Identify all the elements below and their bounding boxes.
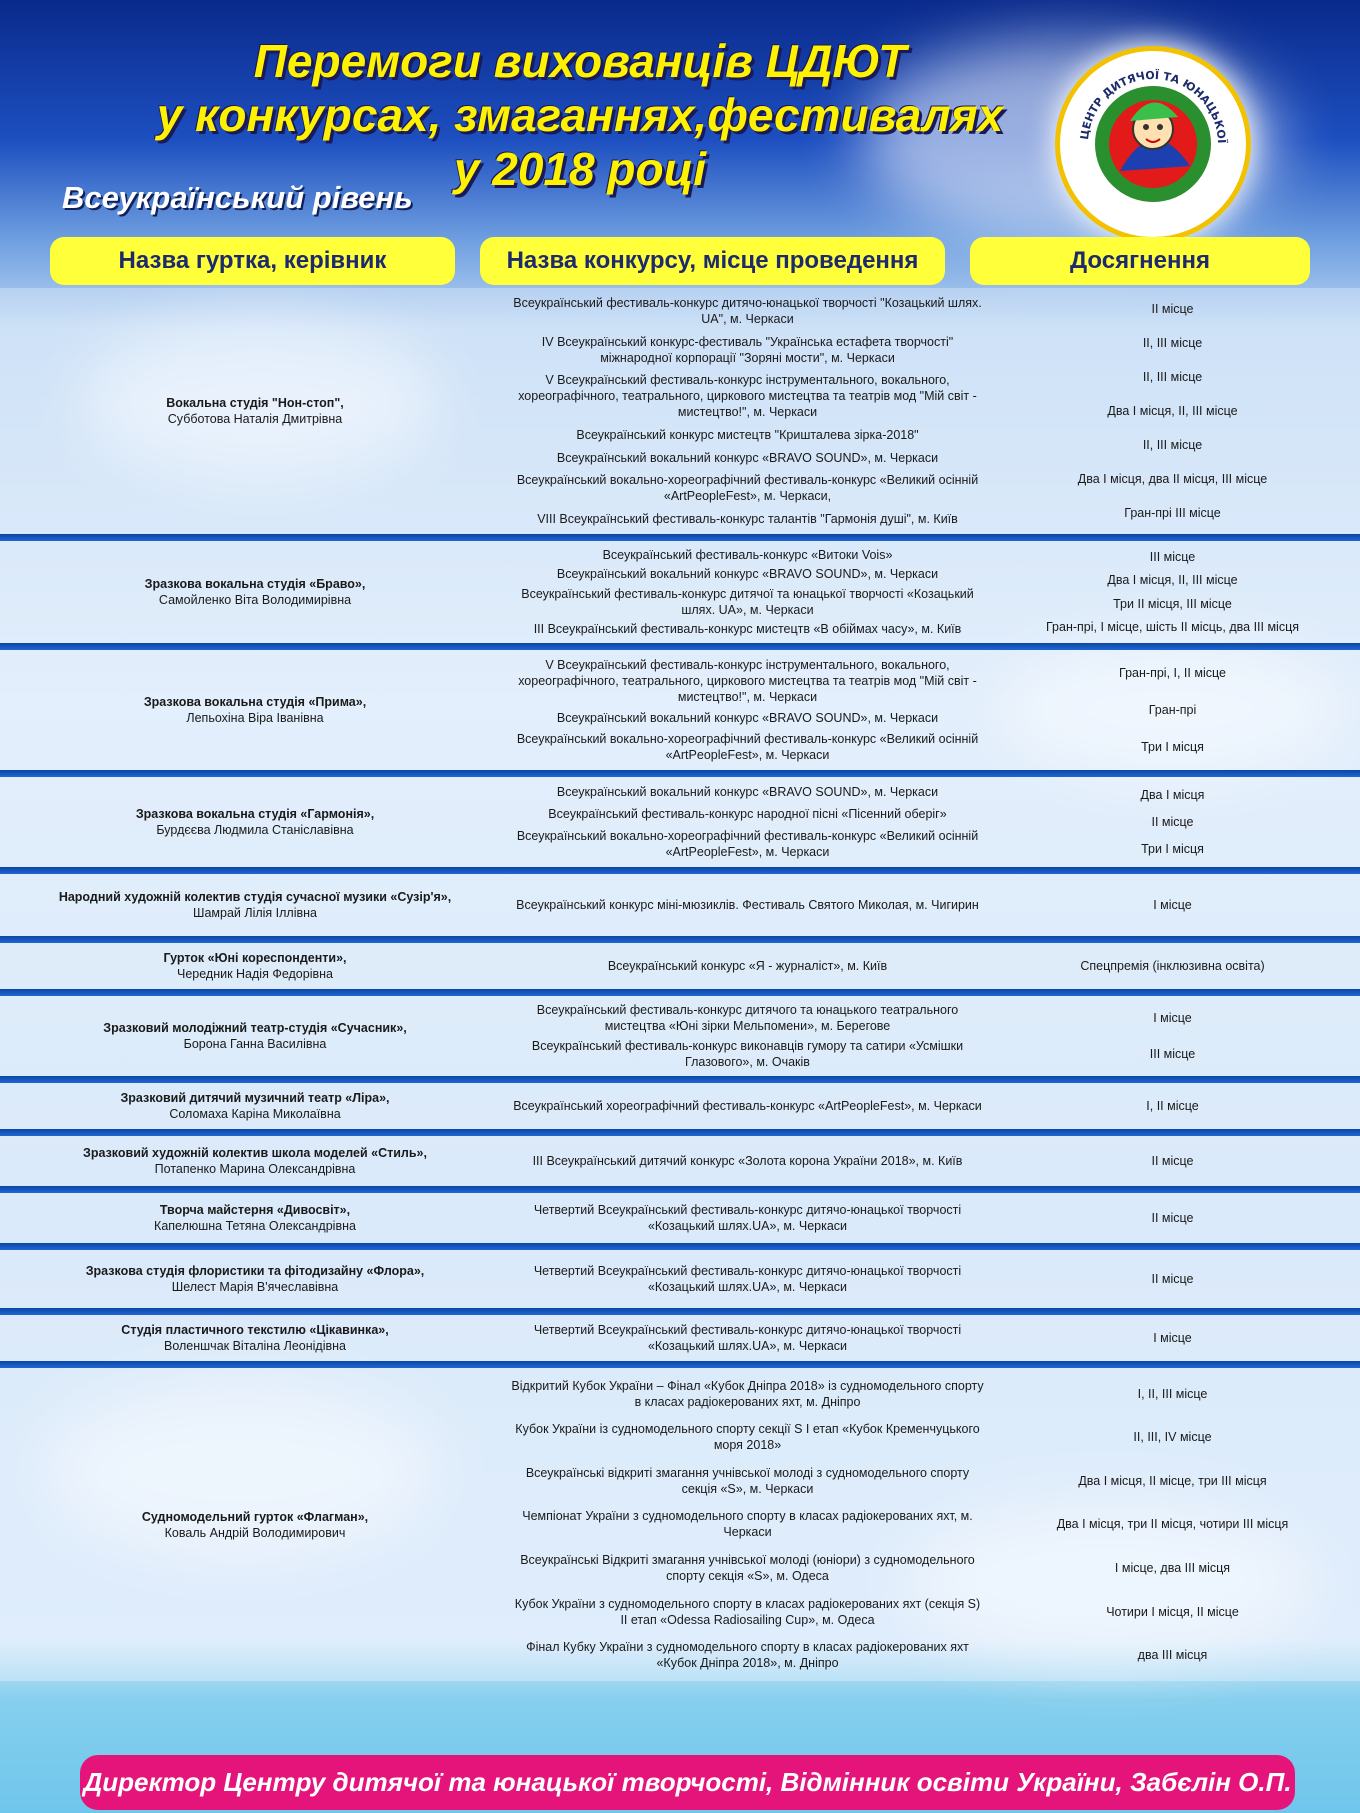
contest-item: Всеукраїнський фестиваль-конкурс дитячо-юнацької творчості "Козацький шлях. UA", м. Черкаси (513, 296, 982, 327)
achievement-cell (985, 1250, 1360, 1308)
club-cell (0, 1315, 510, 1361)
logo-emblem (1060, 51, 1246, 237)
achievement-item: I місце, два III місця (1114, 1561, 1231, 1576)
contest-item: Четвертий Всеукраїнський фестиваль-конкурс дитячо-юнацької творчості «Козацький шлях.UA», м. Черкаси (533, 1323, 962, 1353)
achievement-cell (985, 288, 1360, 534)
club-name: Гурток «Юні кореспонденти», (163, 951, 347, 965)
achievement-item: Гран-прі (1148, 702, 1197, 717)
contest-cell (510, 1136, 985, 1186)
table-row (0, 1250, 1360, 1308)
table-row (0, 1136, 1360, 1186)
achievement-item: I місце (1153, 898, 1192, 912)
contest-item: IV Всеукраїнський конкурс-фестиваль "Українська естафета творчості" міжнародної корпорації "Зоряні мости", м. Черкаси (541, 334, 954, 365)
row-divider (0, 936, 1360, 943)
club-cell (0, 1136, 510, 1186)
contest-item: Всеукраїнський фестиваль-конкурс дитячої та юнацької творчості «Козацький шлях. UA», м. Черкаси (521, 586, 974, 617)
contest-item: Всеукраїнський вокальний конкурс «BRAVO SOUND», м. Черкаси (556, 710, 939, 725)
club-name: Зразкова вокальна студія «Гармонія», (135, 807, 375, 821)
table-row (0, 943, 1360, 989)
achievement-cell (985, 996, 1360, 1076)
achievement-item: II, III, IV місце (1133, 1430, 1212, 1445)
contest-item: Фінал Кубку України з судномодельного спорту в класах радіокерованих яхт «Кубок Дніпра 2018», м. Дніпро (526, 1640, 969, 1671)
contest-cell (510, 1315, 985, 1361)
contest-item: Чемпіонат України з судномодельного спорту в класах радіокерованих яхт, м. Черкаси (522, 1509, 973, 1540)
club-name: Зразковий дитячий музичний театр «Ліра», (120, 1091, 390, 1105)
achievement-cell (985, 1315, 1360, 1361)
club-leader: Воленшчак Віталіна Леонідівна (163, 1339, 346, 1353)
contest-item: Всеукраїнський фестиваль-конкурс «Витоки Vois» (602, 547, 893, 562)
achievement-cell (985, 1193, 1360, 1243)
contest-item: Кубок України з судномодельного спорту в класах радіокерованих яхт (секція S) II етап «Odessa Radiosailing Cup», м. Одеса (514, 1596, 981, 1627)
club-leader: Коваль Андрій Володимирович (164, 1525, 346, 1540)
table-row (0, 1193, 1360, 1243)
row-divider (0, 989, 1360, 996)
achievement-item: I місце (1153, 1331, 1192, 1345)
contest-cell (510, 874, 985, 936)
club-name: Творча майстерня «Дивосвіт», (159, 1203, 351, 1217)
club-leader: Субботова Наталія Дмитрівна (167, 412, 343, 426)
row-divider (0, 1186, 1360, 1193)
club-cell (0, 541, 510, 643)
contest-item: Всеукраїнський фестиваль-конкурс народної пісні «Пісенний оберіг» (548, 807, 947, 821)
club-cell (0, 777, 510, 867)
club-leader: Бурдєєва Людмила Станіславівна (156, 823, 354, 837)
club-cell (0, 288, 510, 534)
row-divider (0, 770, 1360, 777)
row-divider (0, 1129, 1360, 1136)
achievement-item: Гран-прі, I, II місце (1119, 665, 1226, 680)
achievement-item: Два I місця, II, III місце (1107, 404, 1238, 418)
club-cell (0, 996, 510, 1076)
achievement-cell (985, 943, 1360, 989)
row-divider (0, 1076, 1360, 1083)
table-row (0, 1315, 1360, 1361)
achievement-item: два III місця (1137, 1648, 1208, 1663)
contest-item: Четвертий Всеукраїнський фестиваль-конкурс дитячо-юнацької творчості «Козацький шлях.UA», м. Черкаси (533, 1203, 962, 1233)
achievement-cell (985, 777, 1360, 867)
club-cell (0, 650, 510, 770)
row-divider (0, 534, 1360, 541)
column-header-achievement: Досягнення (970, 237, 1310, 285)
club-leader: Потапенко Марина Олександрівна (154, 1162, 356, 1176)
contest-item: Всеукраїнський вокальний конкурс «BRAVO SOUND», м. Черкаси (556, 450, 939, 465)
achievement-item: Два I місця (1140, 787, 1205, 802)
achievement-item: Гран-прі III місце (1124, 506, 1221, 520)
table-row (0, 777, 1360, 867)
club-name: Студія пластичного текстилю «Цікавинка», (121, 1323, 389, 1337)
achievement-item: II, III місце (1142, 438, 1203, 452)
title-line-3: у 2018 році (453, 143, 707, 195)
contest-item: VIII Всеукраїнський фестиваль-конкурс талантів "Гармонія душі", м. Київ (537, 511, 958, 526)
club-name: Вокальна студія "Нон-стоп", (166, 396, 344, 410)
contest-item: Всеукраїнський хореографічний фестиваль-конкурс «ArtPeopleFest», м. Черкаси (513, 1099, 982, 1113)
contest-cell (510, 288, 985, 534)
contest-item: Всеукраїнський конкурс міні-мюзиклів. Фестиваль Святого Миколая, м. Чигирин (516, 898, 979, 912)
achievement-item: II місце (1151, 1272, 1194, 1286)
club-leader: Шелест Марія В'ячеславівна (171, 1280, 339, 1294)
contest-item: Всеукраїнський фестиваль-конкурс дитячого та юнацького театрального мистецтва «Юні зірки Мельпомени», м. Берегове (536, 1003, 959, 1033)
achievement-item: II місце (1151, 1211, 1194, 1225)
achievement-cell (985, 1136, 1360, 1186)
achievement-cell (985, 1083, 1360, 1129)
table-row (0, 288, 1360, 534)
contest-item: Всеукраїнський конкурс «Я - журналіст», м. Київ (607, 959, 888, 973)
cdyut-logo (1055, 46, 1251, 242)
contest-item: Всеукраїнський фестиваль-конкурс виконавців гумору та сатири «Усмішки Глазового», м. Очаків (531, 1039, 964, 1069)
achievement-cell (985, 1368, 1360, 1681)
achievement-item: Чотири I місця, II місце (1106, 1604, 1239, 1619)
club-leader: Капелюшна Тетяна Олександрівна (154, 1219, 356, 1233)
footer-banner: Директор Центру дитячої та юнацької творчості, Відмінник освіти України, Забєлін О.П. (80, 1755, 1295, 1810)
level-heading: Всеукраїнський рівень (62, 180, 413, 215)
title-line-1: Перемоги вихованців ЦДЮТ (253, 35, 907, 87)
row-divider (0, 1361, 1360, 1368)
achievement-item: Три I місця (1141, 740, 1204, 755)
contest-cell (510, 541, 985, 643)
achievement-item: I, II місце (1146, 1099, 1199, 1113)
contest-cell (510, 1083, 985, 1129)
achievement-item: II місце (1151, 302, 1194, 316)
club-name: Зразковий молодіжний театр-студія «Сучасник», (103, 1021, 407, 1035)
achievement-item: III місце (1149, 549, 1196, 564)
column-header-contest: Назва конкурсу, місце проведення (480, 237, 945, 285)
contest-cell (510, 1250, 985, 1308)
achievement-cell (985, 650, 1360, 770)
svg-text:ЦЕНТР ДИТЯЧОЇ ТА ЮНАЦЬКОЇ ТВОР: ЦЕНТР ДИТЯЧОЇ ТА ЮНАЦЬКОЇ (1078, 68, 1229, 144)
row-divider (0, 1308, 1360, 1315)
achievement-item: Три I місця (1141, 842, 1204, 857)
achievement-item: Два I місця, II, III місце (1107, 573, 1238, 588)
contest-item: Всеукраїнський вокальний конкурс «BRAVO SOUND», м. Черкаси (556, 567, 939, 582)
row-divider (0, 867, 1360, 874)
achievement-item: II, III місце (1142, 370, 1203, 384)
contest-cell (510, 777, 985, 867)
club-name: Зразкова вокальна студія «Прима», (143, 695, 367, 709)
club-leader: Соломаха Каріна Миколаївна (169, 1107, 341, 1121)
club-name: Судномодельний гурток «Флагман», (141, 1509, 369, 1524)
club-name: Народний художній колектив студія сучасної музики «Сузір'я», (58, 890, 452, 904)
contest-item: Всеукраїнський конкурс мистецтв "Кришталева зірка-2018" (576, 427, 919, 442)
contest-item: III Всеукраїнський фестиваль-конкурс мистецтв «В обіймах часу», м. Київ (533, 622, 962, 637)
achievement-item: Два I місця, три II місця, чотири III місця (1056, 1517, 1289, 1532)
row-divider (0, 643, 1360, 650)
contest-item: Четвертий Всеукраїнський фестиваль-конкурс дитячо-юнацької творчості «Козацький шлях.UA», м. Черкаси (533, 1264, 962, 1294)
club-cell (0, 1250, 510, 1308)
contest-item: V Всеукраїнський фестиваль-конкурс інструментального, вокального, хореографічного, театрального, циркового мистецтва та театрів мод "Мій світ - мистецтво!", м. Черкаси (518, 373, 977, 420)
table-row (0, 874, 1360, 936)
table-row (0, 650, 1360, 770)
achievement-item: Спецпремія (інклюзивна освіта) (1080, 959, 1265, 973)
table-row (0, 541, 1360, 643)
club-leader: Лепьохіна Віра Іванівна (186, 711, 324, 725)
contest-cell (510, 650, 985, 770)
club-name: Зразкова студія флористики та фітодизайну «Флора», (85, 1264, 425, 1278)
club-name: Зразковий художній колектив школа моделей «Стиль», (83, 1146, 427, 1160)
club-leader: Борона Ганна Василівна (183, 1037, 327, 1051)
achievement-item: III місце (1149, 1047, 1196, 1061)
contest-cell (510, 1193, 985, 1243)
contest-item: Всеукраїнський вокально-хореографічний фестиваль-конкурс «Великий осінній «ArtPeopleFest», м. Черкаси, (516, 473, 979, 504)
achievement-item: Два I місця, II місце, три III місця (1078, 1473, 1267, 1488)
title-line-2: у конкурсах, змаганнях,фестивалях (156, 89, 1004, 141)
table-row (0, 1368, 1360, 1681)
contest-cell (510, 943, 985, 989)
achievement-cell (985, 541, 1360, 643)
contest-item: Кубок України із судномодельного спорту секції S I етап «Кубок Кременчуцького моря 2018» (515, 1422, 980, 1453)
achievement-item: II місце (1151, 1154, 1194, 1168)
contest-item: Всеукраїнський вокально-хореографічний фестиваль-конкурс «Великий осінній «ArtPeopleFest», м. Черкаси (516, 829, 979, 859)
contest-item: Всеукраїнський вокально-хореографічний фестиваль-конкурс «Великий осінній «ArtPeopleFest», м. Черкаси (516, 732, 979, 763)
club-cell (0, 1083, 510, 1129)
achievement-item: II, III місце (1142, 336, 1203, 350)
column-header-club: Назва гуртка, керівник (50, 237, 455, 285)
club-cell (0, 1368, 510, 1681)
achievement-item: Три II місця, III місце (1113, 596, 1232, 611)
club-cell (0, 874, 510, 936)
achievement-item: II місце (1151, 814, 1194, 829)
contest-cell (510, 996, 985, 1076)
achievement-item: I місце (1153, 1011, 1192, 1025)
achievement-item: I, II, III місце (1137, 1386, 1208, 1401)
club-name: Зразкова вокальна студія «Браво», (144, 577, 366, 591)
table-row (0, 996, 1360, 1076)
contest-item: III Всеукраїнський дитячий конкурс «Золота корона України 2018», м. Київ (532, 1154, 963, 1168)
club-leader: Самойленко Віта Володимирівна (158, 593, 352, 607)
page-title (120, 34, 1040, 196)
contest-item: Всеукраїнські відкриті змагання учнівської молоді з судномодельного спорту секція «S», м. Черкаси (525, 1465, 970, 1496)
table-row (0, 1083, 1360, 1129)
achievement-item: Гран-прі, I місце, шість II місць, два III місця (1045, 620, 1300, 635)
club-cell (0, 1193, 510, 1243)
contest-item: Всеукраїнські Відкриті змагання учнівської молоді (юніори) з судномодельного спорту секція «S», м. Одеса (520, 1553, 975, 1584)
contest-cell (510, 1368, 985, 1681)
achievement-cell (985, 874, 1360, 936)
contest-item: V Всеукраїнський фестиваль-конкурс інструментального, вокального, хореографічного, театрального, циркового мистецтва та театрів мод "Мій світ - мистецтво!", м. Черкаси (518, 657, 977, 704)
contest-item: Відкритий Кубок України – Фінал «Кубок Дніпра 2018» із судномодельного спорту в класах радіокерованих яхт, м. Дніпро (511, 1378, 984, 1409)
club-leader: Чередник Надія Федорівна (177, 967, 333, 981)
club-leader: Шамрай Лілія Іллівна (193, 906, 317, 920)
achievement-item: Два I місця, два II місця, III місце (1077, 472, 1268, 486)
results-table (0, 288, 1360, 1681)
contest-item: Всеукраїнський вокальний конкурс «BRAVO SOUND», м. Черкаси (556, 785, 939, 799)
row-divider (0, 1243, 1360, 1250)
club-cell (0, 943, 510, 989)
